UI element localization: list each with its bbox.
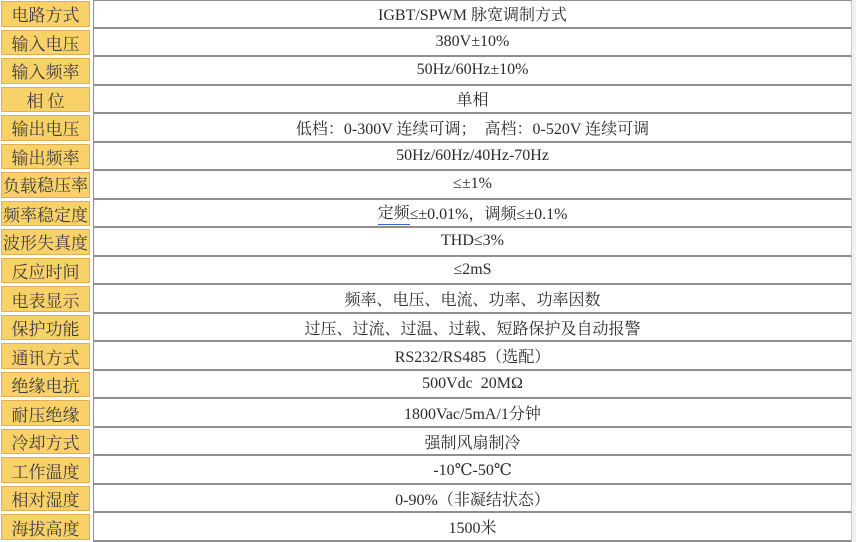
spec-value-cell (93, 314, 852, 343)
spec-value-cell (93, 456, 852, 485)
table-row (0, 456, 852, 485)
label-text: 输出电压 (11, 120, 80, 140)
label-text: 反应时间 (11, 263, 80, 282)
spec-value-cell (93, 228, 852, 257)
label-text: 相 位 (26, 91, 65, 111)
label-text: 波形失真度 (3, 234, 88, 254)
label-text: 负载 (3, 177, 37, 197)
value-text: 过压、过流、过温、过载、短路保护及自动报警 (304, 320, 641, 338)
table-row (0, 29, 852, 58)
spec-label-cell (1, 514, 90, 540)
spec-value-cell (93, 257, 852, 286)
value-text: THD≤3% (441, 232, 504, 250)
spec-label-cell (1, 457, 90, 483)
spec-label-cell (1, 486, 90, 512)
value-text: 50Hz/60Hz/40Hz-70Hz (396, 146, 549, 164)
spec-label-cell (1, 372, 90, 398)
table-row (0, 314, 852, 343)
table-row (0, 399, 852, 428)
spec-value-cell (93, 200, 852, 229)
value-text: IGBT/SPWM 脉宽调制方式 (378, 7, 567, 25)
label-text: 保护功能 (11, 320, 80, 340)
spec-value-cell (93, 57, 852, 86)
spec-value-cell (93, 29, 852, 58)
spec-value-cell (93, 143, 852, 172)
table-row (0, 143, 852, 172)
spec-label-cell (1, 201, 90, 227)
spec-label-cell (1, 229, 90, 255)
table-row (0, 285, 852, 314)
value-text: ≤2mS (453, 260, 492, 278)
table-row (0, 371, 852, 400)
table-row (0, 513, 852, 542)
label-text: 输入频率 (11, 63, 80, 83)
label-text: 绝缘电抗 (11, 377, 80, 397)
label-text: 电表显示 (11, 291, 80, 311)
table-row (0, 428, 852, 457)
spec-value-cell (93, 428, 852, 457)
spec-label-cell (1, 144, 90, 170)
label-text: 输入电压 (11, 34, 80, 54)
spec-label-cell (1, 1, 90, 27)
spec-value-cell (93, 0, 852, 29)
spec-label-cell (1, 87, 90, 113)
label-text: 电路方式 (11, 6, 80, 26)
table-row (0, 171, 852, 200)
value-text: 0-90%（非凝结状态） (395, 491, 550, 509)
spec-label-cell (1, 172, 90, 198)
table-row (0, 114, 852, 143)
spec-label-cell (1, 315, 90, 341)
value-text: 1500米 (448, 520, 497, 538)
table-row (0, 0, 852, 29)
label-text: 相对湿度 (11, 491, 80, 511)
table-row (0, 342, 852, 371)
label-text: 冷却方式 (11, 434, 80, 454)
table-row (0, 57, 852, 86)
spec-label-cell (1, 286, 90, 312)
value-underlined-text: 定频 (378, 200, 410, 225)
spec-value-cell (93, 371, 852, 400)
value-text: ≤±0.01%，调频≤±0.1% (409, 206, 568, 224)
label-text: 频率稳定度 (3, 205, 88, 225)
value-text: 50Hz/60Hz±10% (416, 61, 529, 79)
spec-value-cell (93, 485, 852, 514)
page-right-edge (852, 0, 856, 542)
spec-label-cell (1, 343, 90, 369)
spec-label-cell (1, 115, 90, 141)
value-text: 380V±10% (435, 32, 510, 50)
label-text: 耐压绝缘 (11, 405, 80, 425)
table-row (0, 485, 852, 514)
value-text: 1800Vac/5mA/1分钟 (404, 406, 541, 424)
value-text: 频率、电压、电流、功率、功率因数 (344, 292, 601, 310)
spec-label-cell (1, 58, 90, 84)
table-row (0, 228, 852, 257)
value-text: 强制风扇制冷 (424, 434, 521, 452)
spec-label-cell (1, 400, 90, 426)
label-text: 通讯方式 (11, 348, 80, 368)
table-row (0, 257, 852, 286)
value-text: 单相 (456, 92, 489, 110)
spec-value-cell (93, 114, 852, 143)
spec-label-cell (1, 429, 90, 455)
table-row (0, 86, 852, 115)
spec-value-cell (93, 285, 852, 314)
value-text: 低档：0-300V 连续可调； 高档：0-520V 连续可调 (295, 120, 650, 138)
spec-label-cell (1, 258, 90, 284)
spec-value-cell (93, 86, 852, 115)
table-row (0, 200, 852, 229)
spec-label-cell (1, 30, 90, 56)
label-text: 工作温度 (11, 462, 80, 482)
label-text: 海拔高度 (11, 519, 80, 539)
label-text: 输出频率 (11, 148, 80, 168)
spec-value-cell (93, 171, 852, 200)
spec-value-cell (93, 342, 852, 371)
spec-value-cell (93, 399, 852, 428)
spec-value-cell (93, 513, 852, 542)
label-underlined-text: 稳压率 (37, 172, 88, 198)
value-text: -10℃-50℃ (433, 461, 512, 479)
value-text: 500Vdc 20MΩ (422, 375, 523, 393)
value-text: RS232/RS485（选配） (394, 349, 551, 367)
value-text: ≤±1% (453, 175, 492, 193)
